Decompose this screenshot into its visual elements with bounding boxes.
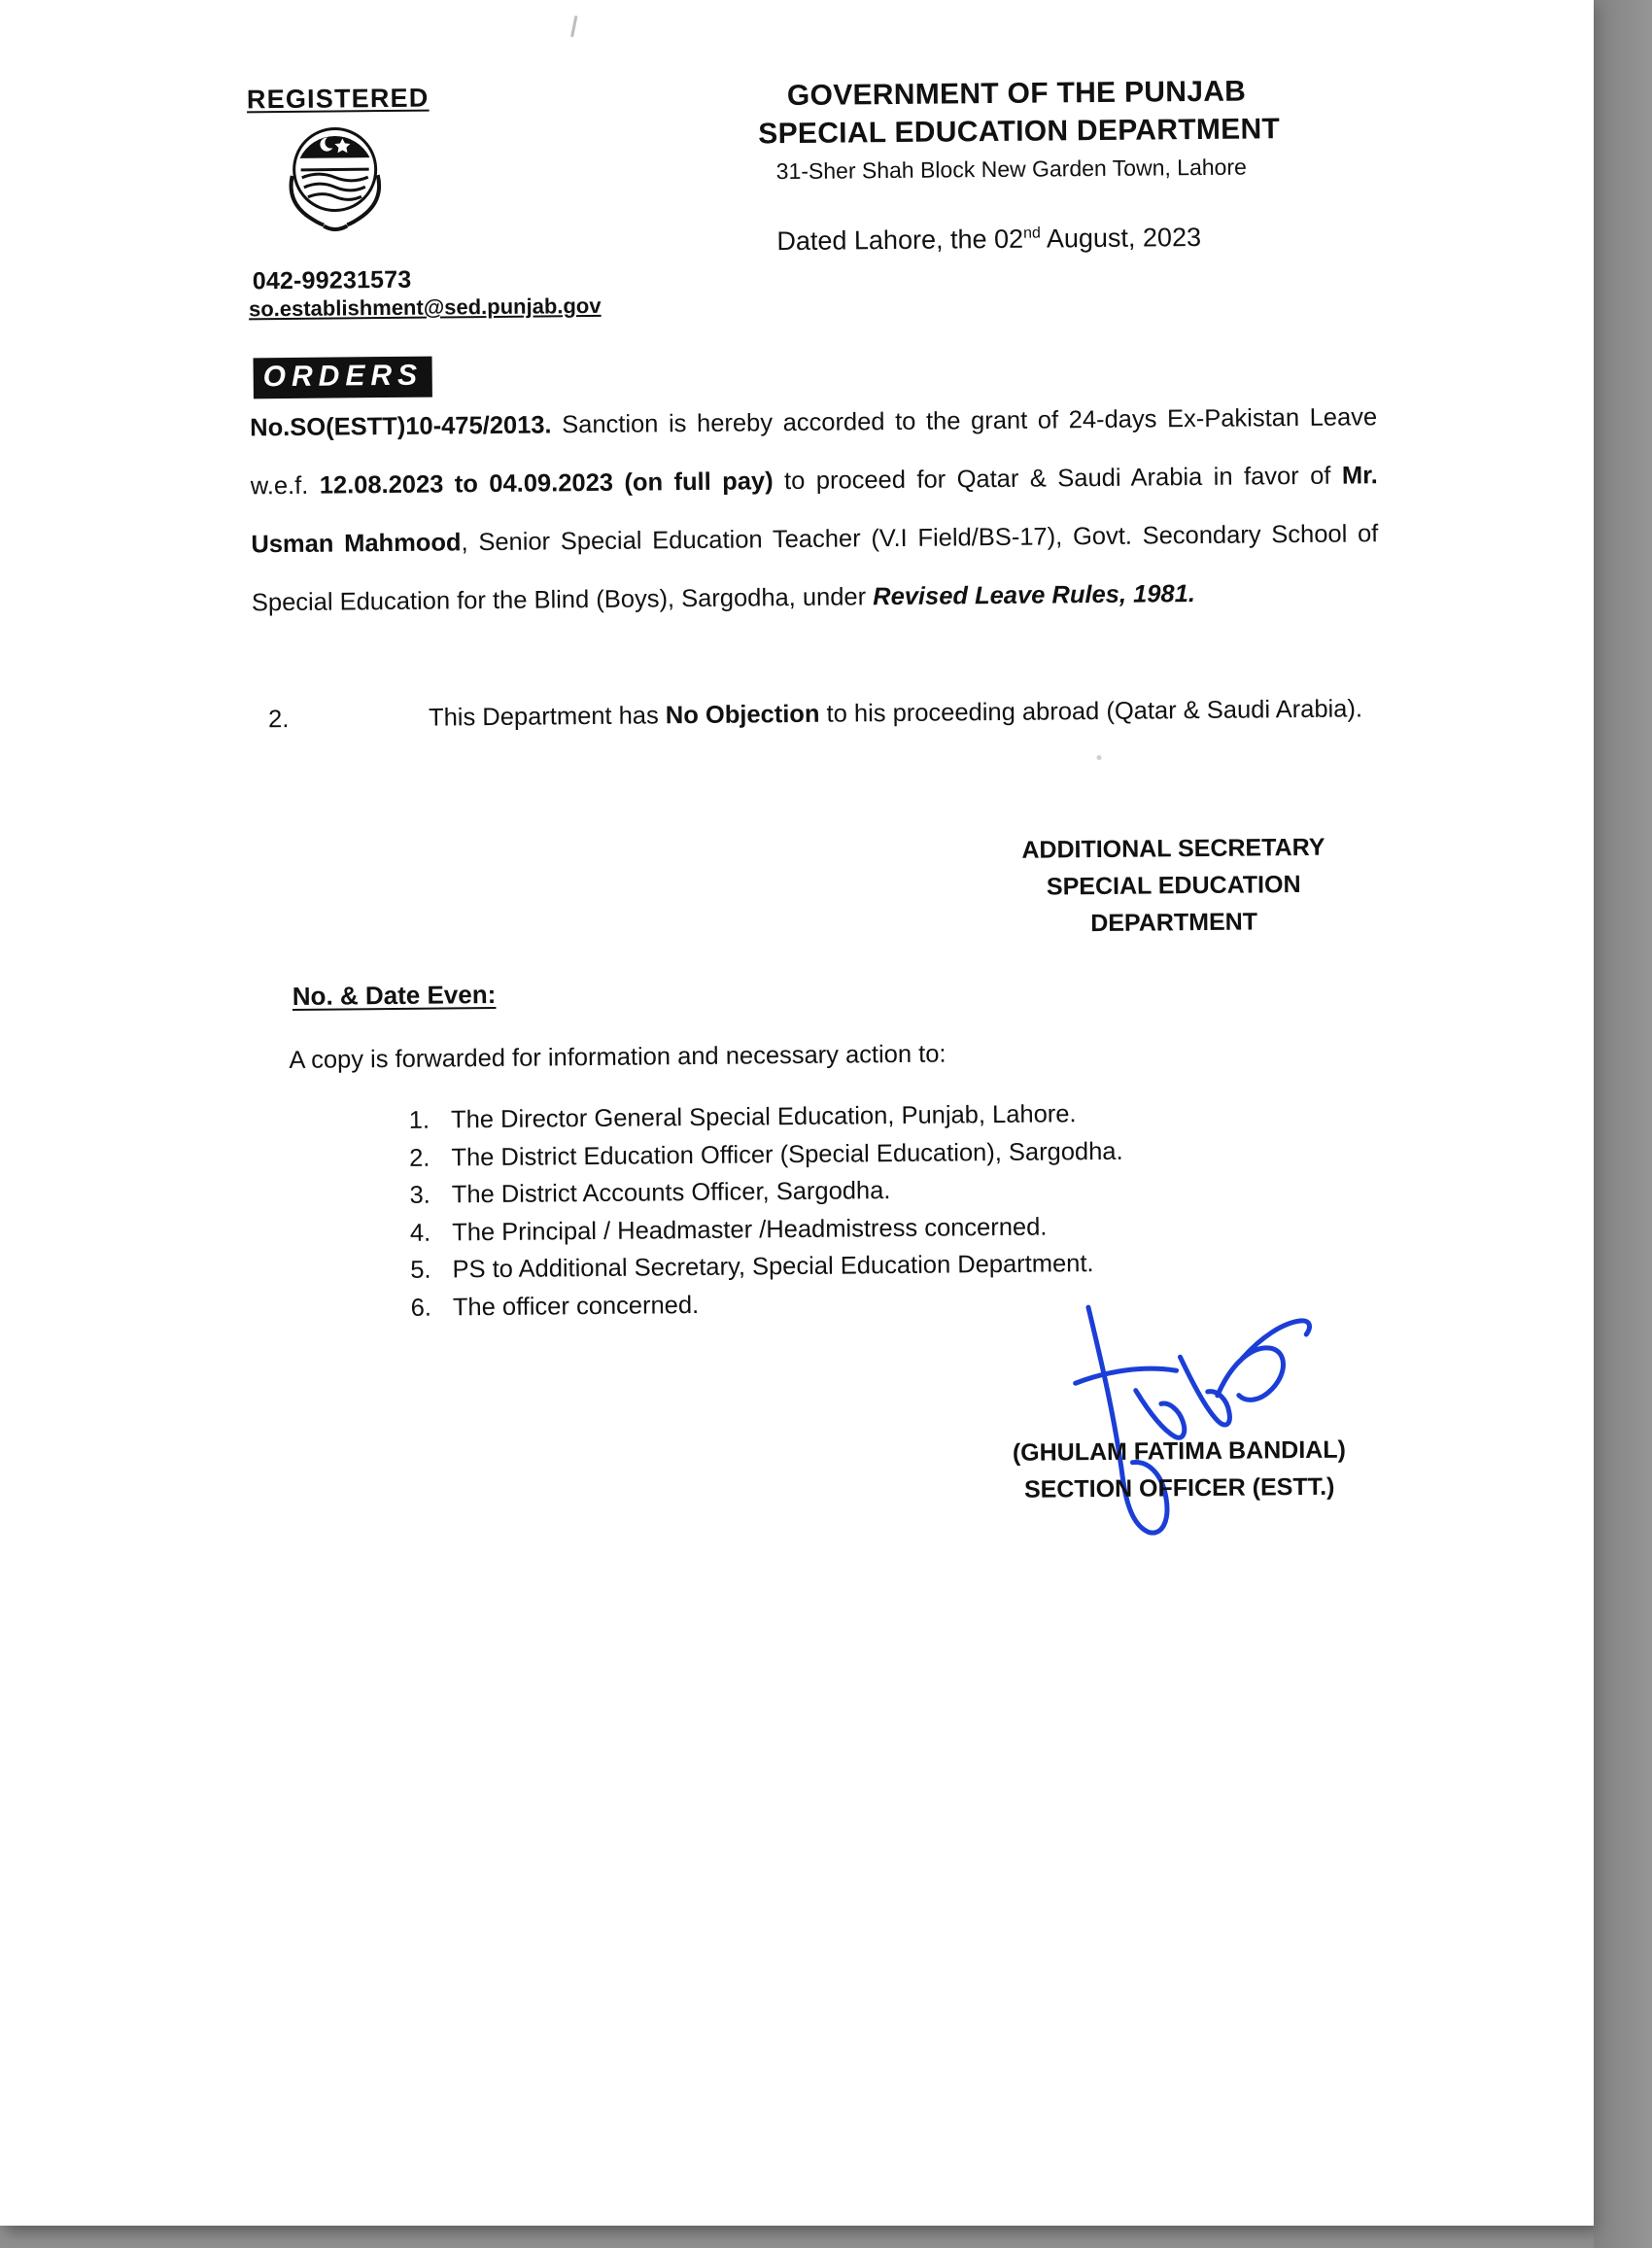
endorsement-heading: No. & Date Even: xyxy=(292,979,497,1011)
file-number: No.SO(ESTT)10-475/2013. xyxy=(250,411,552,442)
scan-artifact-speck xyxy=(1096,755,1101,760)
registered-stamp: REGISTERED xyxy=(246,83,430,115)
scan-artifact-mark xyxy=(570,16,577,37)
paragraph-1-text-c: , Senior Special Education Teacher (V.I Field/BS-17), Govt. Secondary School of Special Education for the Blind (Boys), Sargodha, under xyxy=(251,520,1379,617)
paragraph-2-text-b: to his proceeding abroad (Qatar & Saudi Arabia). xyxy=(819,695,1363,728)
list-item-label: The District Accounts Officer, Sargodha. xyxy=(451,1177,891,1209)
letterhead-line-2: SPECIAL EDUCATION DEPARTMENT xyxy=(758,113,1281,151)
signatory-name: (GHULAM FATIMA BANDIAL) xyxy=(1012,1435,1346,1467)
list-item-number: 4. xyxy=(409,1219,431,1247)
signature-block-section-officer xyxy=(975,1431,1384,1508)
list-item-number: 6. xyxy=(410,1294,432,1322)
contact-phone: 042-99231573 xyxy=(252,265,412,295)
officer-name: Mr. Usman Mahmood xyxy=(251,462,1378,559)
list-item-label: The Principal / Headmaster /Headmistress concerned. xyxy=(452,1213,1048,1246)
signature-block-1-line-2: SPECIAL EDUCATION xyxy=(1046,871,1301,901)
endorsement-forward-line: A copy is forwarded for information and necessary action to: xyxy=(289,1040,946,1075)
list-item-label: PS to Additional Secretary, Special Education Department. xyxy=(452,1250,1094,1284)
punjab-government-crest-icon xyxy=(275,119,395,234)
letter-date xyxy=(776,223,1201,257)
paragraph-2-number: 2. xyxy=(267,705,290,734)
list-item-number: 1. xyxy=(408,1106,430,1134)
signature-block-1-line-3: DEPARTMENT xyxy=(1090,908,1258,938)
list-item-label: The Director General Special Education, Punjab, Lahore. xyxy=(450,1100,1077,1134)
list-item xyxy=(381,1132,1123,1177)
signature-block-1-line-1: ADDITIONAL SECRETARY xyxy=(1021,833,1325,864)
letter-date-suffix: August, 2023 xyxy=(1040,222,1202,254)
list-item-number: 3. xyxy=(409,1181,430,1209)
signatory-designation: SECTION OFFICER (ESTT.) xyxy=(1023,1472,1335,1504)
leave-rules-reference: Revised Leave Rules, 1981. xyxy=(873,580,1196,611)
letterhead-line-1: GOVERNMENT OF THE PUNJAB xyxy=(786,75,1247,113)
no-objection-emphasis: No Objection xyxy=(665,700,820,730)
list-item xyxy=(383,1282,1125,1327)
paragraph-2 xyxy=(268,679,1382,748)
list-item-number: 2. xyxy=(409,1144,430,1172)
distribution-list xyxy=(381,1095,1124,1327)
crest-stamp-box xyxy=(260,118,446,236)
list-item xyxy=(382,1245,1124,1290)
paragraph-1 xyxy=(250,388,1379,632)
signature-block-additional-secretary xyxy=(969,828,1378,943)
paragraph-1-text-b: to proceed for Qatar & Saudi Arabia in favor of xyxy=(773,462,1343,496)
paragraph-1-text-a: Sanction is hereby accorded to the grant of 24-days Ex-Pakistan Leave w.e.f. xyxy=(250,403,1378,501)
list-item xyxy=(381,1095,1123,1140)
page-edge-shadow xyxy=(1594,0,1652,2248)
list-item-number: 5. xyxy=(410,1256,431,1284)
orders-heading: ORDERS xyxy=(254,357,433,399)
letter-date-prefix: Dated Lahore, the 02 xyxy=(776,224,1024,257)
list-item-label: The officer concerned. xyxy=(452,1291,700,1321)
list-item-label: The District Education Officer (Special Education), Sargodha. xyxy=(451,1137,1123,1171)
letterhead-address: 31-Sher Shah Block New Garden Town, Lahore xyxy=(775,154,1247,185)
letter-date-ordinal: nd xyxy=(1022,225,1041,242)
paragraph-2-text-a: This Department has xyxy=(428,702,666,732)
contact-email: so.establishment@sed.punjab.gov xyxy=(248,293,602,322)
leave-dates: 12.08.2023 to 04.09.2023 (on full pay) xyxy=(319,467,774,500)
